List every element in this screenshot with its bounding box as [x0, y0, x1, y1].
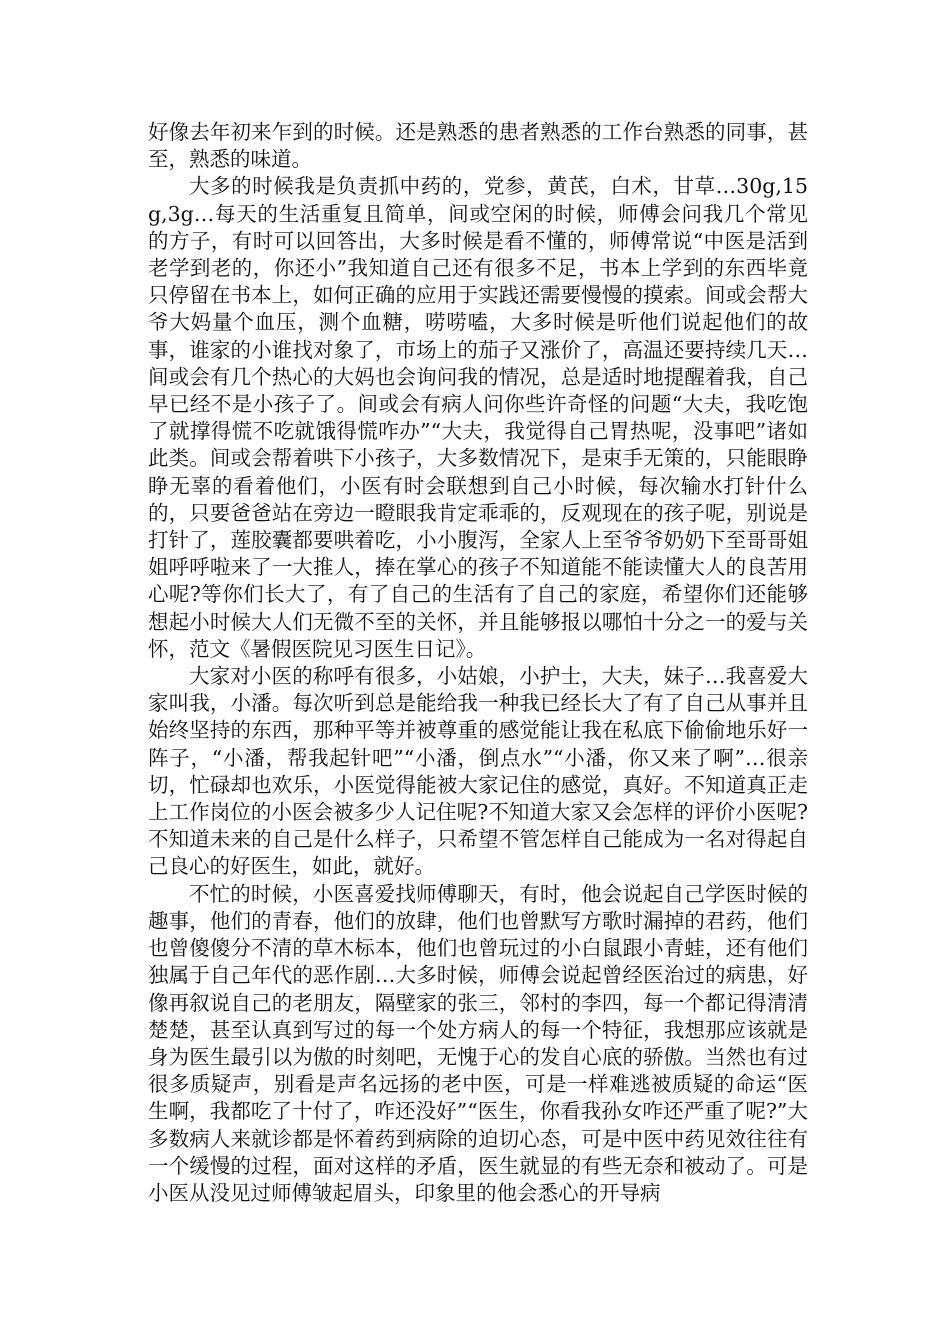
paragraph-master-chat: 不忙的时候，小医喜爱找师傅聊天，有时，他会说起自己学医时候的趣事，他们的青春，他们的放肆，他们也曾默写方歌时漏掉的君药，他们也曾傻傻分不清的草木标本，他们也曾玩过的小白鼠跟小青蛙，还有他们独属于自己年代的恶作剧…大多时候，师傅会说起曾经医治过的病患，好像再叙说自己的老朋友，隔壁家的张三，邻村的李四，每一个都记得清清楚楚，甚至认真到写过的每一个处方病人的每一个特征，我想那应该就是身为医生最引以为傲的时刻吧，无愧于心的发自心底的骄傲。当然也有过很多质疑声，别看是声名远扬的老中医，可是一样难逃被质疑的命运“医生啊，我都吃了十付了，咋还没好”“医生，你看我孙女咋还严重了呢?”大多数病人来就诊都是怀着药到病除的迫切心态，可是中医中药见效往往有一个缓慢的过程，面对这样的矛盾，医生就显的有些无奈和被动了。可是小医从没见过师傅皱起眉头，印象里的他会悉心的开导病 — [148, 881, 808, 1205]
paragraph-nickname: 大家对小医的称呼有很多，小姑娘，小护士，大夫，妹子…我喜爱大家叫我，小潘。每次听到总是能给我一种我已经长大了有了自己从事并且始终坚持的东西，那种平等并被尊重的感觉能让我在私底下偷偷地乐好一阵子，“小潘，帮我起针吧”“小潘，倒点水”“小潘，你又来了啊”…很亲切，忙碌却也欢乐，小医觉得能被大家记住的感觉，真好。不知道真正走上工作岗位的小医会被多少人记住呢?不知道大家又会怎样的评价小医呢?不知道未来的自己是什么样子，只希望不管怎样自己能成为一名对得起自己良心的好医生，如此，就好。 — [148, 664, 808, 879]
paragraph-continuation: 好像去年初来乍到的时候。还是熟悉的患者熟悉的工作台熟悉的同事，甚至，熟悉的味道。 — [148, 120, 808, 172]
document-body — [148, 119, 808, 1207]
paragraph-daily-work: 大多的时候我是负责抓中药的，党参，黄芪，白术，甘草…30g,15g,3g…每天的生活重复且简单，间或空闲的时候，师傅会问我几个常见的方子，有时可以回答出，大多时候是看不懂的，师傅常说“中医是活到老学到老的，你还小”我知道自己还有很多不足，书本上学到的东西毕竟只停留在书本上，如何正确的应用于实践还需要慢慢的摸索。间或会帮大爷大妈量个血压，测个血糖，唠唠嗑，大多时候是听他们说起他们的故事，谁家的小谁找对象了，市场上的茄子又涨价了，高温还要持续几天…间或会有几个热心的大妈也会询问我的情况，总是适时地提醒着我，自己早已经不是小孩子了。间或会有病人问你些许奇怪的问题“大夫，我吃饱了就撑得慌不吃就饿得慌咋办”“大夫，我觉得自己胃热呢，没事吧”诸如此类。间或会帮着哄下小孩子，大多数情况下，是束手无策的，只能眼睁睁无辜的看着他们，小医有时会联想到自己小时候，每次输水打针什么的，只要爸爸站在旁边一瞪眼我肯定乖乖的，反观现在的孩子呢，别说是打针了，莲胶囊都要哄着吃，小小腹泻，全家人上至爷爷奶奶下至哥哥姐姐呼呼啦来了一大推人，捧在掌心的孩子不知道能不能读懂大人的良苦用心呢?等你们长大了，有了自己的生活有了自己的家庭，希望你们还能够想起小时候大人们无微不至的关怀，并且能够报以哪怕十分之一的爱与关怀，范文《暑假医院见习医生日记》。 — [148, 174, 808, 661]
